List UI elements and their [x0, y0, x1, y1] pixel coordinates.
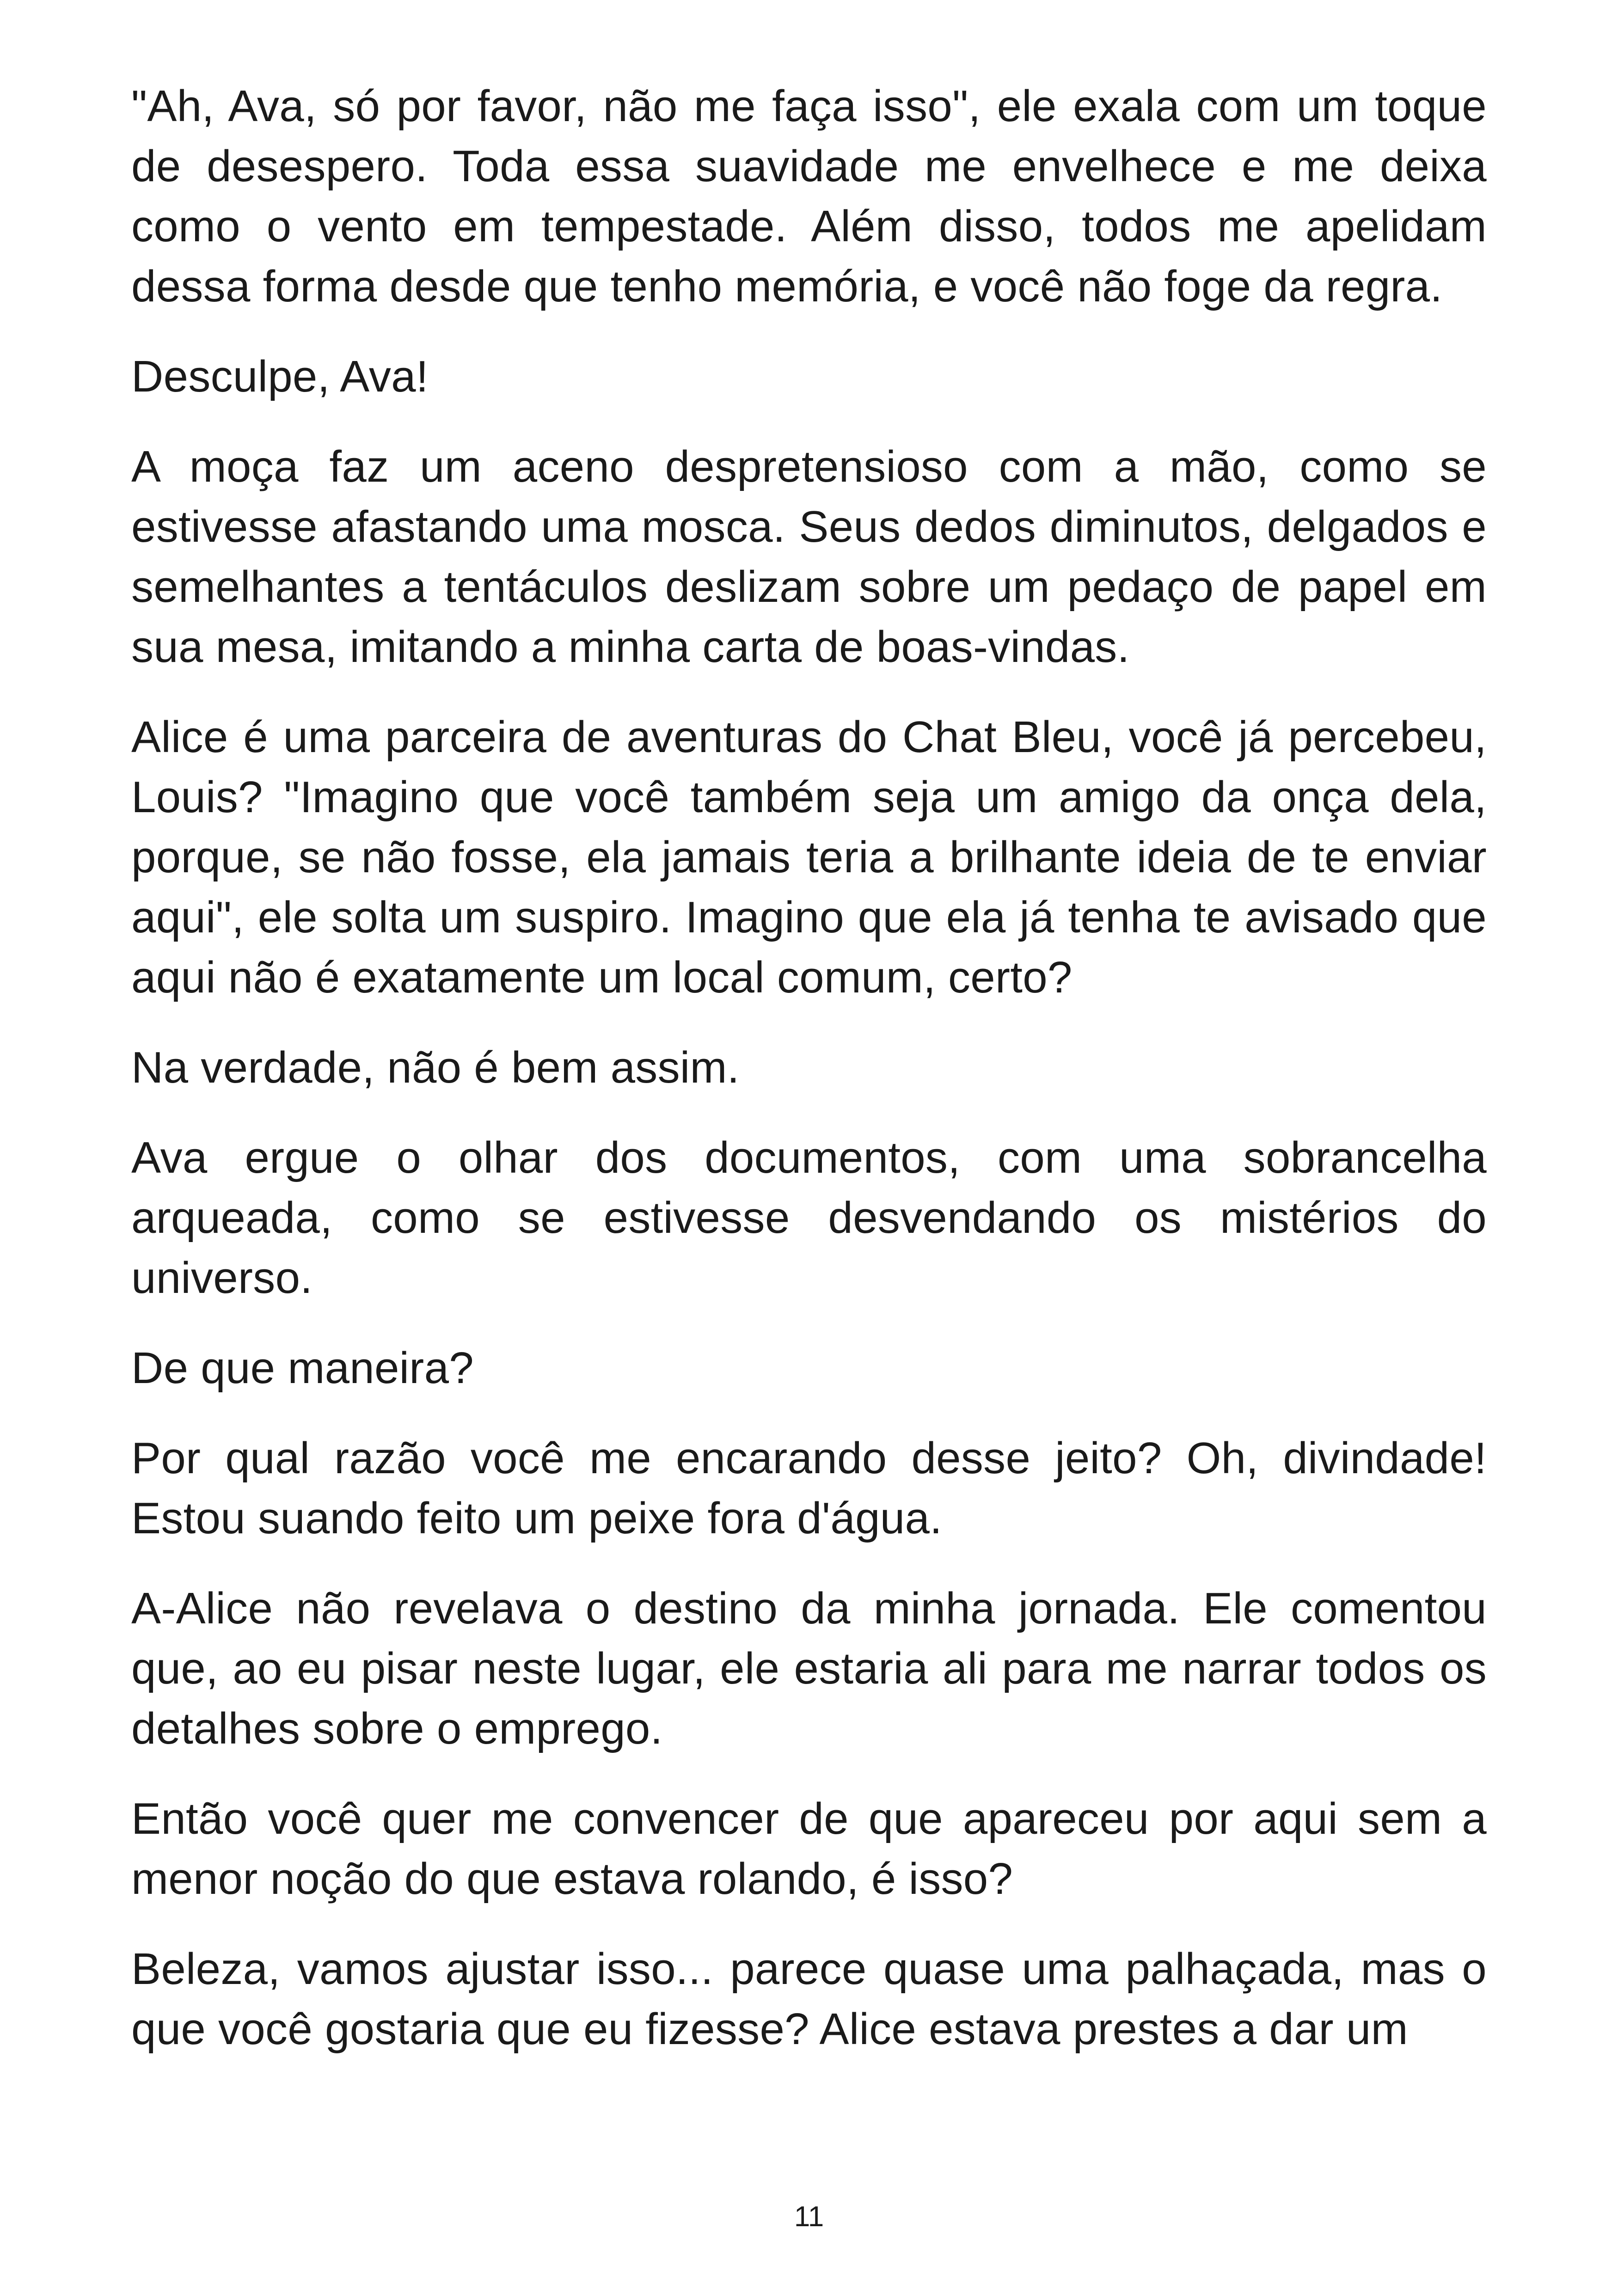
paragraph: Beleza, vamos ajustar isso... parece quase uma palhaçada, mas o que você gostaria que eu fizesse? Alice estava prestes a dar um: [131, 1944, 1487, 2054]
paragraph: A-Alice não revelava o destino da minha jornada. Ele comentou que, ao eu pisar neste lugar, ele estaria ali para me narrar todos os detalhes sobre o emprego.: [131, 1584, 1487, 1753]
paragraph: Ava ergue o olhar dos documentos, com uma sobrancelha arqueada, como se estivesse desvendando os mistérios do universo.: [131, 1133, 1487, 1303]
paragraph: Então você quer me convencer de que apareceu por aqui sem a menor noção do que estava rolando, é isso?: [131, 1794, 1487, 1904]
paragraph: Na verdade, não é bem assim.: [131, 1043, 740, 1092]
paragraph: De que maneira?: [131, 1343, 474, 1393]
paragraph: Por qual razão você me encarando desse jeito? Oh, divindade! Estou suando feito um peixe fora d'água.: [131, 1433, 1487, 1543]
paragraph: A moça faz um aceno despretensioso com a mão, como se estivesse afastando uma mosca. Seus dedos diminutos, delgados e semelhantes a tentáculos deslizam sobre um pedaço de papel em sua mesa, imitando a minha carta de boas-vindas.: [131, 442, 1487, 672]
paragraph: Desculpe, Ava!: [131, 352, 429, 401]
paragraph: "Ah, Ava, só por favor, não me faça isso", ele exala com um toque de desespero. Toda essa suavidade me envelhece e me deixa como o vento em tempestade. Além disso, todos me apelidam dessa forma desde que tenho memória, e você não foge da regra.: [131, 81, 1487, 311]
page-body: [131, 76, 1487, 2089]
paragraph: Alice é uma parceira de aventuras do Chat Bleu, você já percebeu, Louis? "Imagino que você também seja um amigo da onça dela, porque, se não fosse, ela jamais teria a brilhante ideia de te enviar aqui", ele solta um suspiro. Imagino que ela já tenha te avisado que aqui não é exatamente um local comum, certo?: [131, 712, 1487, 1002]
page-number: 11: [794, 2201, 824, 2233]
